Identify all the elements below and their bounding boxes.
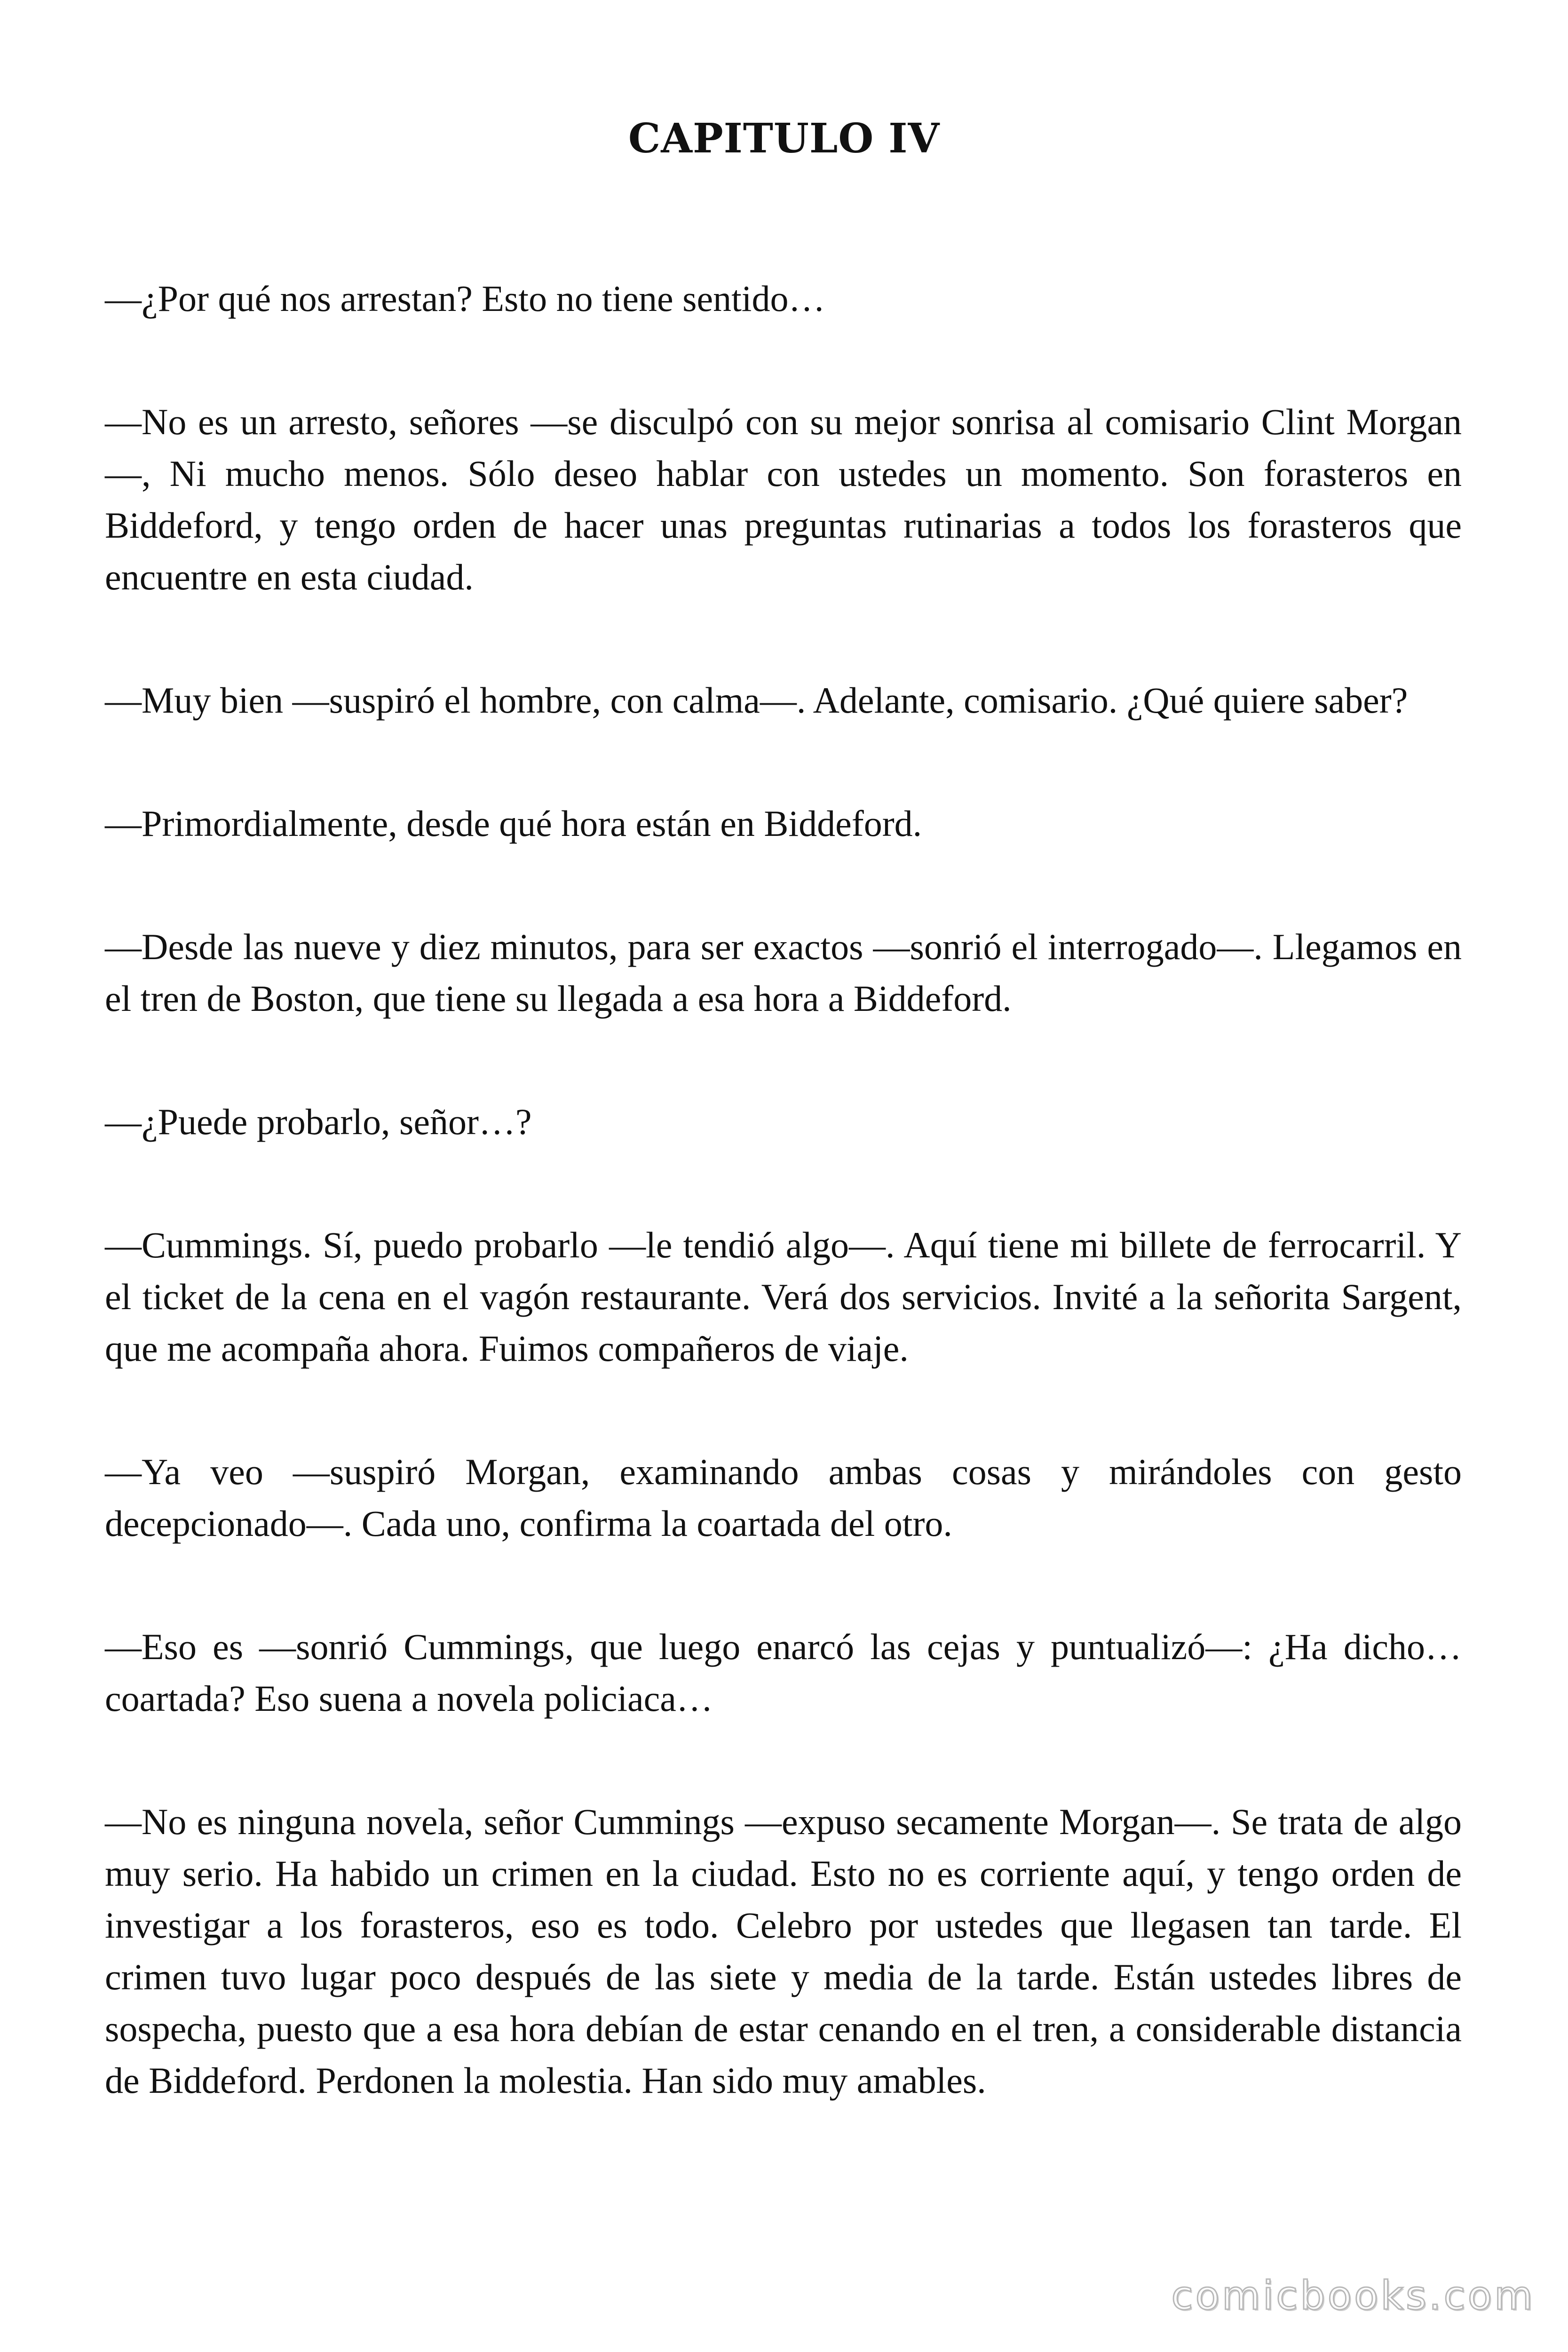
- watermark: comicbooks.com: [1171, 2273, 1535, 2319]
- paragraph: —Primordialmente, desde qué hora están en Biddeford.: [105, 803, 922, 844]
- paragraph: —Cummings. Sí, puedo probarlo —le tendió algo—. Aquí tiene mi billete de ferrocarril. Y el ticket de la cena en el vagón restaurante. Verá dos servicios. Invité a la señorita Sargent, que me acompaña ahora. Fuimos compañeros de viaje.: [105, 1224, 1462, 1369]
- paragraph: —Muy bien —suspiró el hombre, con calma—. Adelante, comisario. ¿Qué quiere saber?: [105, 680, 1408, 721]
- paragraph: —Eso es —sonrió Cummings, que luego enarcó las cejas y puntualizó—: ¿Ha dicho… coartada? Eso suena a novela policiaca…: [105, 1626, 1462, 1719]
- paragraph: —¿Puede probarlo, señor…?: [105, 1101, 532, 1142]
- chapter-body: [105, 273, 1462, 2178]
- paragraph: —¿Por qué nos arrestan? Esto no tiene sentido…: [105, 278, 825, 319]
- paragraph: —Ya veo —suspiró Morgan, examinando ambas cosas y mirándoles con gesto decepcionado—. Cada uno, confirma la coartada del otro.: [105, 1451, 1462, 1544]
- paragraph: —No es un arresto, señores —se disculpó con su mejor sonrisa al comisario Clint Morgan—, Ni mucho menos. Sólo deseo hablar con ustedes un momento. Son forasteros en Biddeford, y tengo orden de hacer unas preguntas rutinarias a todos los forasteros que encuentre en esta ciudad.: [105, 401, 1462, 597]
- paragraph: —Desde las nueve y diez minutos, para ser exactos —sonrió el interrogado—. Llegamos en el tren de Boston, que tiene su llegada a esa hora a Biddeford.: [105, 926, 1462, 1019]
- chapter-title: CAPITULO IV: [628, 115, 940, 162]
- paragraph: —No es ninguna novela, señor Cummings —expuso secamente Morgan—. Se trata de algo muy serio. Ha habido un crimen en la ciudad. Esto no es corriente aquí, y tengo orden de investigar a los forasteros, eso es todo. Celebro por ustedes que llegasen tan tarde. El crimen tuvo lugar poco después de las siete y media de la tarde. Están ustedes libres de sospecha, puesto que a esa hora debían de estar cenando en el tren, a considerable distancia de Biddeford. Perdonen la molestia. Han sido muy amables.: [105, 1801, 1462, 2101]
